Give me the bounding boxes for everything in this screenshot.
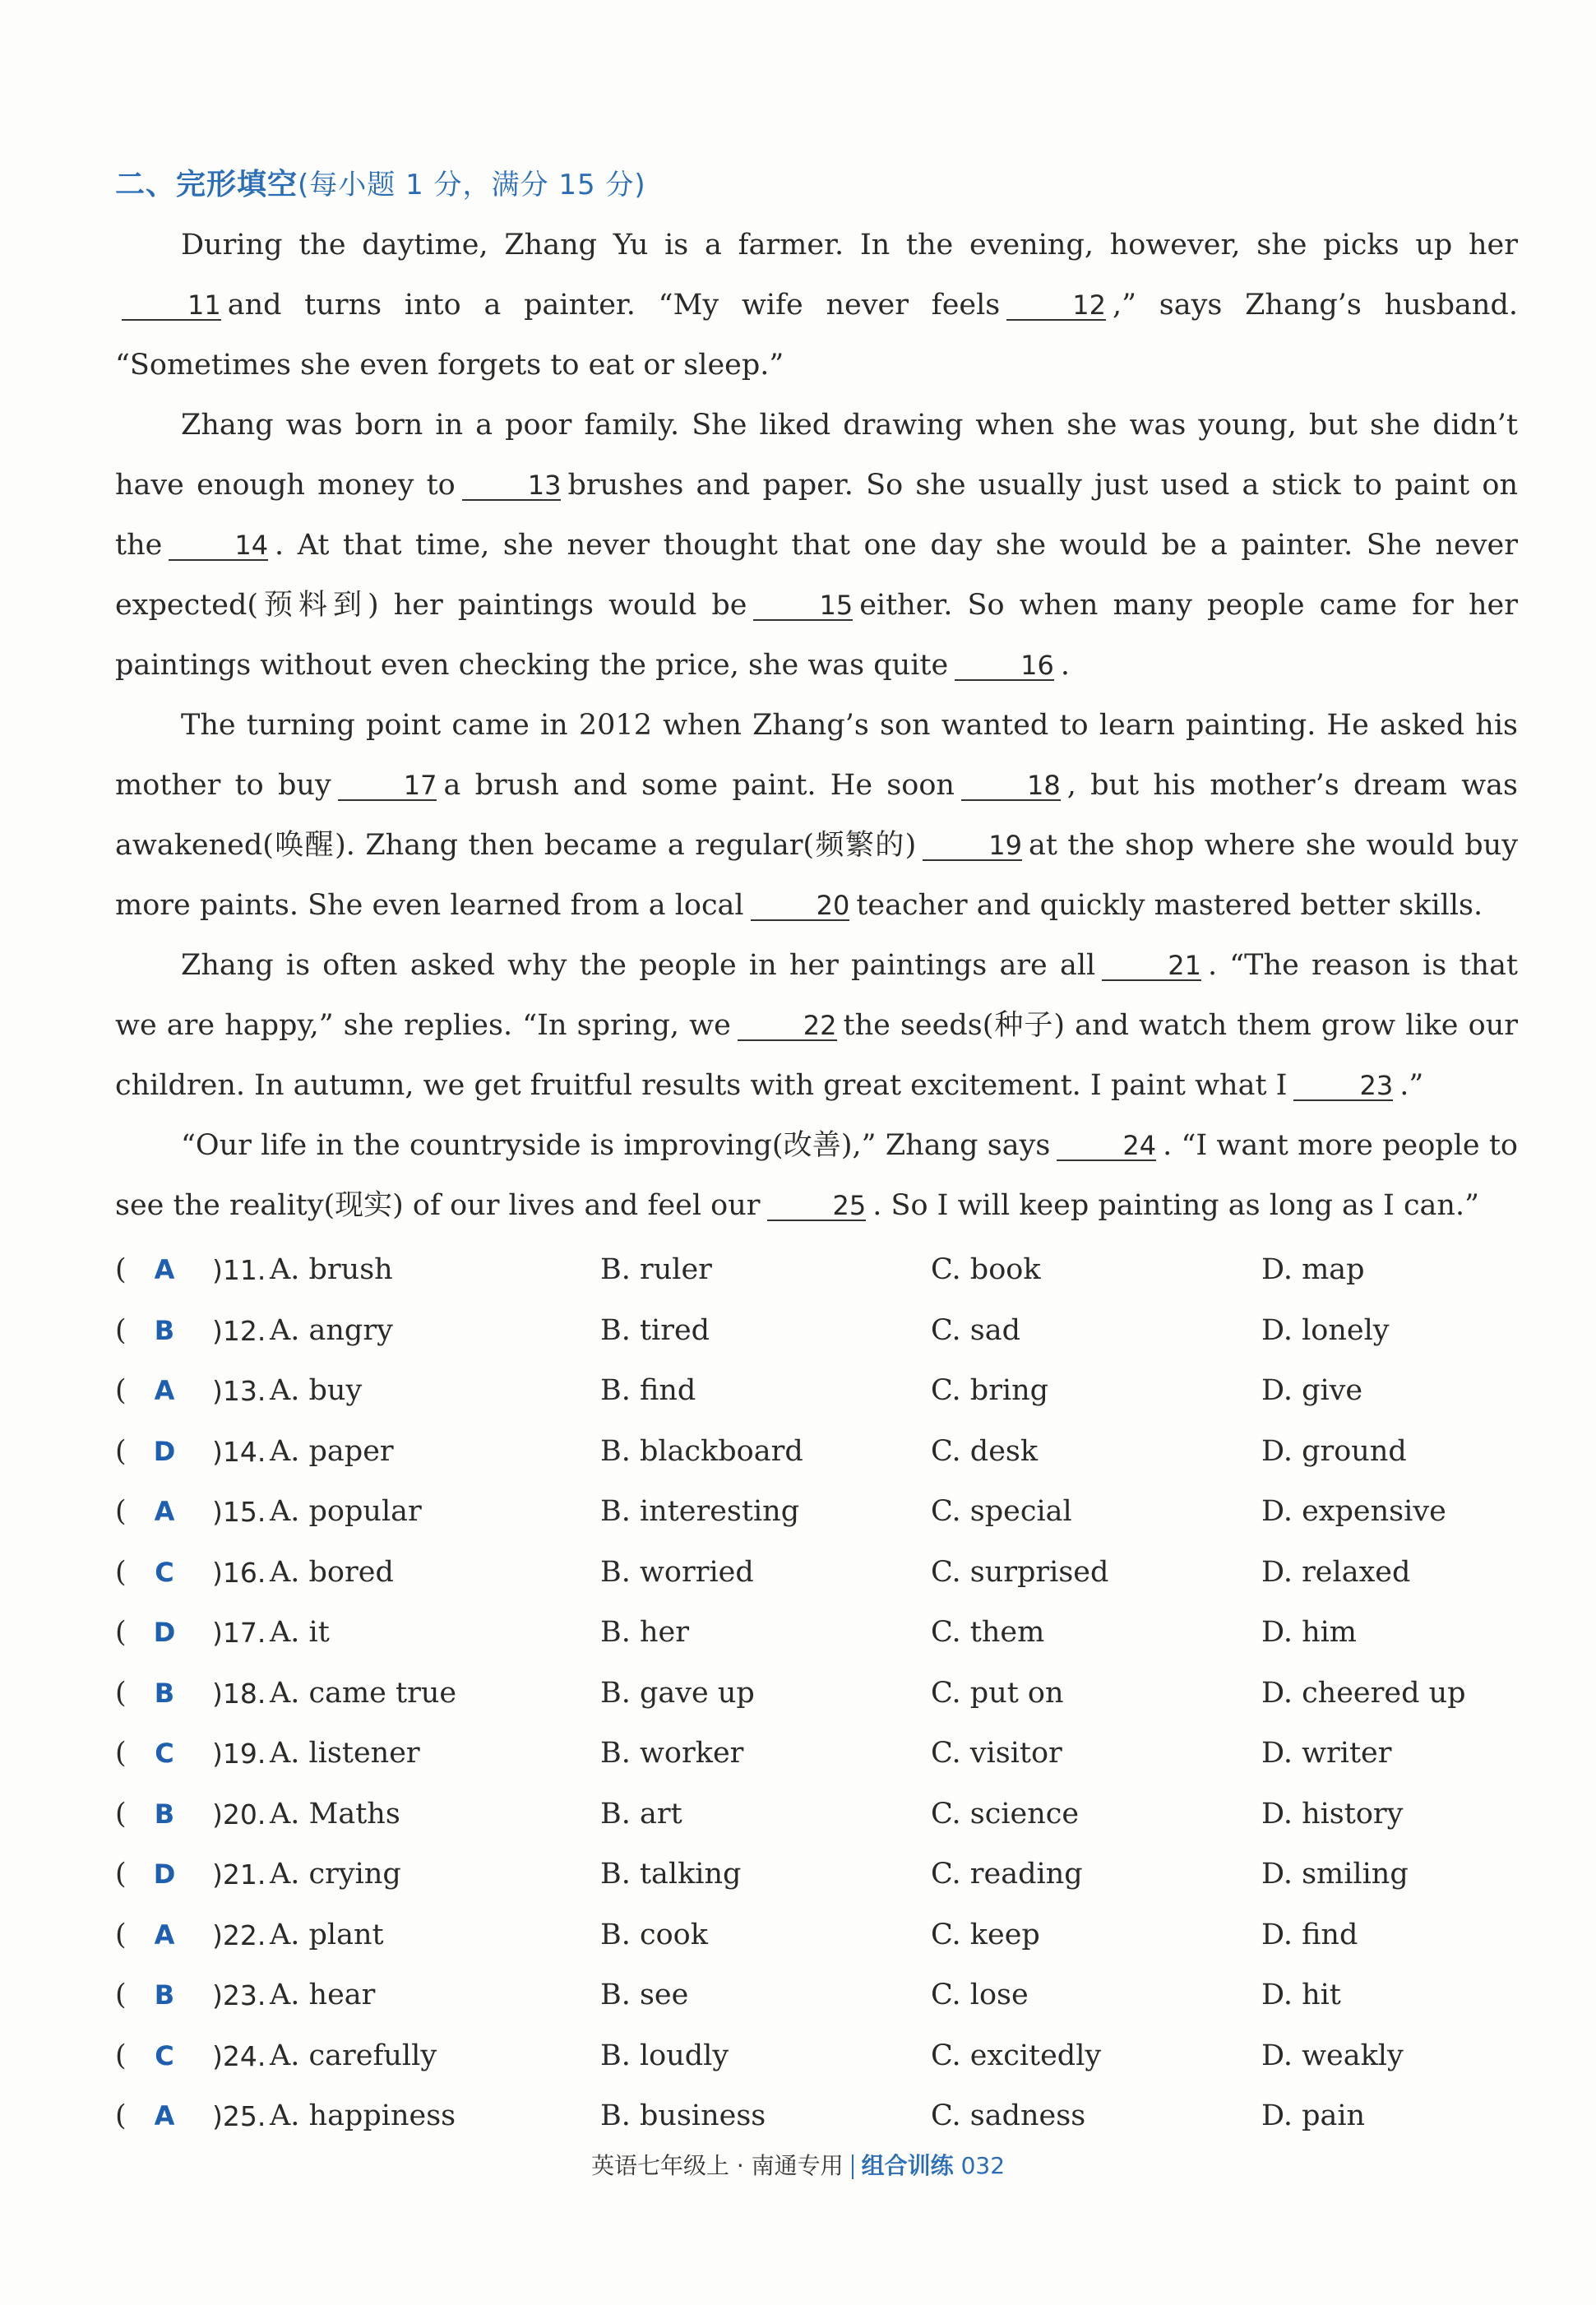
passage-text: . “The reason is that we are happy,” she replies. “In spring, we [115,949,1519,1042]
option-a: A. angry [270,1313,393,1347]
answer-mark: B [154,1677,175,1709]
question-number: )15. [212,1496,266,1528]
option-a: A. paper [270,1434,394,1468]
option-b: B. talking [600,1858,742,1891]
option-a: A. hear [270,1979,376,2011]
passage-text: “Our life in the countryside is improving(改善),” Zhang says [181,1129,1051,1162]
answer-mark: C [155,1556,174,1588]
question-list [115,1240,1513,2147]
question-row: ( C )19. A. listener B. worker C. visitor D. writer [115,1724,1513,1784]
option-b: B. business [600,2099,766,2132]
option-a: A. plant [270,1918,384,1951]
question-number: )21. [212,1858,266,1891]
question-row: ( A )15. A. popular B. interesting C. special D. expensive [115,1482,1513,1543]
option-d: D. give [1261,1374,1363,1407]
option-b: B. worried [600,1555,754,1589]
option-b: B. cook [600,1918,708,1951]
page-number: 032 [960,2152,1006,2179]
passage-text: either. So when many people came for her paintings without even checking the price, she was quite [115,589,1518,682]
blank-11: 11 [122,291,221,321]
option-c: C. special [931,1495,1072,1528]
option-a: A. Maths [270,1797,400,1831]
book-title: 英语七年级上 · 南通专用 [590,2152,844,2179]
option-c: C. reading [931,1858,1083,1891]
option-b: B. ruler [600,1253,712,1286]
question-row: ( C )16. A. bored B. worried C. surprised D. relaxed [115,1543,1513,1604]
question-number: )22. [212,1919,266,1951]
passage-text: The turning point came in 2012 when Zhang’s son wanted to learn painting. He asked his mother to buy [115,709,1518,802]
option-a: A. bored [270,1555,394,1589]
question-row: ( C )24. A. carefully B. loudly C. excitedly D. weakly [115,2026,1513,2087]
option-d: D. find [1261,1918,1358,1951]
option-a: A. it [270,1616,330,1649]
blank-13: 13 [462,471,562,501]
paragraph-1 [115,215,1518,396]
option-c: C. them [931,1616,1045,1649]
option-d: D. hit [1261,1979,1341,2011]
question-number: )13. [212,1375,266,1407]
paragraph-2 [115,396,1518,696]
option-d: D. him [1261,1616,1357,1649]
cloze-passage [115,215,1518,1236]
passage-text: at the shop where she would buy more paints. She even learned from a local [115,829,1519,922]
option-d: D. cheered up [1261,1676,1466,1710]
option-a: A. carefully [270,2039,437,2072]
blank-22: 22 [738,1011,837,1041]
option-d: D. smiling [1261,1858,1409,1891]
question-number: )19. [212,1738,266,1770]
section-subtitle: (每小题 1 分，满分 15 分) [298,169,646,201]
answer-mark: B [154,1798,175,1830]
passage-text: and turns into a painter. “My wife never feels [227,289,1001,322]
passage-text: ,” says Zhang’s husband. “Sometimes she even forgets to eat or sleep.” [115,289,1518,382]
answer-mark: B [154,1979,175,2011]
option-c: C. science [931,1797,1080,1831]
passage-text: Zhang is often asked why the people in her paintings are all [181,949,1096,982]
paragraph-4 [115,936,1518,1116]
question-number: )25. [212,2100,266,2132]
section-title: 二、完形填空 [115,168,298,201]
option-d: D. relaxed [1261,1555,1411,1589]
blank-19: 19 [923,831,1022,861]
question-number: )11. [212,1254,266,1286]
question-row: ( A )25. A. happiness B. business C. sadness D. pain [115,2086,1513,2147]
answer-mark: C [155,2039,174,2071]
option-b: B. worker [600,1737,744,1770]
blank-24: 24 [1057,1132,1156,1161]
blank-16: 16 [955,651,1054,681]
option-c: C. visitor [931,1737,1062,1770]
option-b: B. see [600,1979,689,2011]
paragraph-3 [115,696,1518,936]
option-b: B. tired [600,1313,710,1347]
answer-mark: A [154,1496,175,1527]
section-tag: 组合训练 [861,2152,954,2179]
option-d: D. lonely [1261,1313,1390,1347]
passage-text: During the daytime, Zhang Yu is a farmer. In the evening, however, she picks up her [181,229,1518,262]
question-row: ( B )20. A. Maths B. art C. science D. history [115,1784,1513,1845]
blank-23: 23 [1293,1072,1393,1101]
option-c: C. bring [931,1374,1049,1407]
passage-text: . At that time, she never thought that one day she would be a painter. She never expected(预料到) her paintings would be [115,529,1518,622]
option-d: D. history [1261,1797,1404,1831]
question-number: )24. [212,2039,266,2072]
option-a: A. crying [270,1858,401,1891]
option-b: B. find [600,1374,696,1407]
question-number: )23. [212,1979,266,2011]
option-c: C. sad [931,1313,1021,1347]
question-number: )20. [212,1798,266,1831]
question-number: )12. [212,1314,266,1347]
blank-25: 25 [767,1192,867,1221]
question-row: ( B )23. A. hear B. see C. lose D. hit [115,1965,1513,2026]
passage-text: .” [1399,1069,1424,1102]
option-d: D. writer [1261,1737,1392,1770]
question-row: ( B )18. A. came true B. gave up C. put on D. cheered up [115,1664,1513,1724]
answer-mark: D [153,1617,176,1648]
option-c: C. keep [931,1918,1040,1951]
question-number: )14. [212,1435,266,1468]
section-heading [115,161,646,203]
passage-text: the seeds(种子) and watch them grow like our children. In autumn, we get fruitful results with great excitement. I paint what I [115,1009,1518,1102]
option-a: A. popular [270,1495,422,1528]
paragraph-5 [115,1116,1518,1236]
option-b: B. gave up [600,1676,755,1710]
answer-mark: A [154,1375,175,1406]
question-row: ( A )22. A. plant B. cook C. keep D. find [115,1905,1513,1966]
passage-text: . So I will keep painting as long as I can.” [872,1189,1479,1222]
answer-mark: B [154,1314,175,1346]
question-row: ( D )14. A. paper B. blackboard C. desk D. ground [115,1422,1513,1483]
option-a: A. brush [270,1253,393,1286]
blank-14: 14 [169,531,268,561]
option-d: D. map [1261,1253,1365,1286]
question-row: ( D )17. A. it B. her C. them D. him [115,1603,1513,1664]
answer-mark: C [155,1738,174,1769]
answer-mark: A [154,1254,175,1285]
option-b: B. blackboard [600,1434,803,1468]
option-d: D. expensive [1261,1495,1446,1528]
question-number: )17. [212,1617,266,1649]
passage-text: Zhang was born in a poor family. She liked drawing when she was young, but she didn’t have enough money to [115,409,1518,502]
blank-21: 21 [1102,951,1201,981]
option-b: B. interesting [600,1495,800,1528]
passage-text: . “I want more people to see the reality(现实) of our lives and feel our [115,1129,1519,1222]
option-c: C. sadness [931,2099,1086,2132]
option-c: C. desk [931,1434,1039,1468]
page-footer [0,2148,1596,2181]
question-row: ( A )11. A. brush B. ruler C. book D. map [115,1240,1513,1301]
option-b: B. loudly [600,2039,729,2072]
blank-17: 17 [338,771,437,801]
answer-mark: A [154,1919,175,1951]
option-a: A. came true [270,1676,457,1710]
option-d: D. ground [1261,1434,1407,1468]
blank-18: 18 [961,771,1061,801]
blank-12: 12 [1006,291,1106,321]
passage-text: teacher and quickly mastered better skills. [856,889,1483,922]
answer-mark: D [153,1858,176,1890]
passage-text: a brush and some paint. He soon [443,769,955,802]
option-c: C. surprised [931,1555,1109,1589]
option-a: A. listener [270,1737,420,1770]
question-row: ( B )12. A. angry B. tired C. sad D. lonely [115,1301,1513,1362]
answer-mark: D [153,1435,176,1467]
blank-15: 15 [753,591,853,621]
footer-divider [852,2155,854,2179]
question-number: )16. [212,1556,266,1589]
option-c: C. put on [931,1676,1064,1710]
option-a: A. buy [270,1374,363,1407]
blank-20: 20 [751,891,850,921]
option-b: B. her [600,1616,689,1649]
option-c: C. lose [931,1979,1029,2011]
option-c: C. excitedly [931,2039,1102,2072]
option-c: C. book [931,1253,1041,1286]
option-a: A. happiness [270,2099,456,2132]
option-d: D. weakly [1261,2039,1404,2072]
passage-text: . [1060,649,1071,682]
question-row: ( A )13. A. buy B. find C. bring D. give [115,1361,1513,1422]
option-d: D. pain [1261,2099,1366,2132]
question-number: )18. [212,1677,266,1710]
question-row: ( D )21. A. crying B. talking C. reading D. smiling [115,1844,1513,1905]
option-b: B. art [600,1797,682,1831]
passage-text: brushes and paper. So she usually just used a stick to paint on the [115,469,1518,562]
answer-mark: A [154,2100,175,2131]
passage-text: , but his mother’s dream was awakened(唤醒). Zhang then became a regular(频繁的) [115,769,1518,862]
